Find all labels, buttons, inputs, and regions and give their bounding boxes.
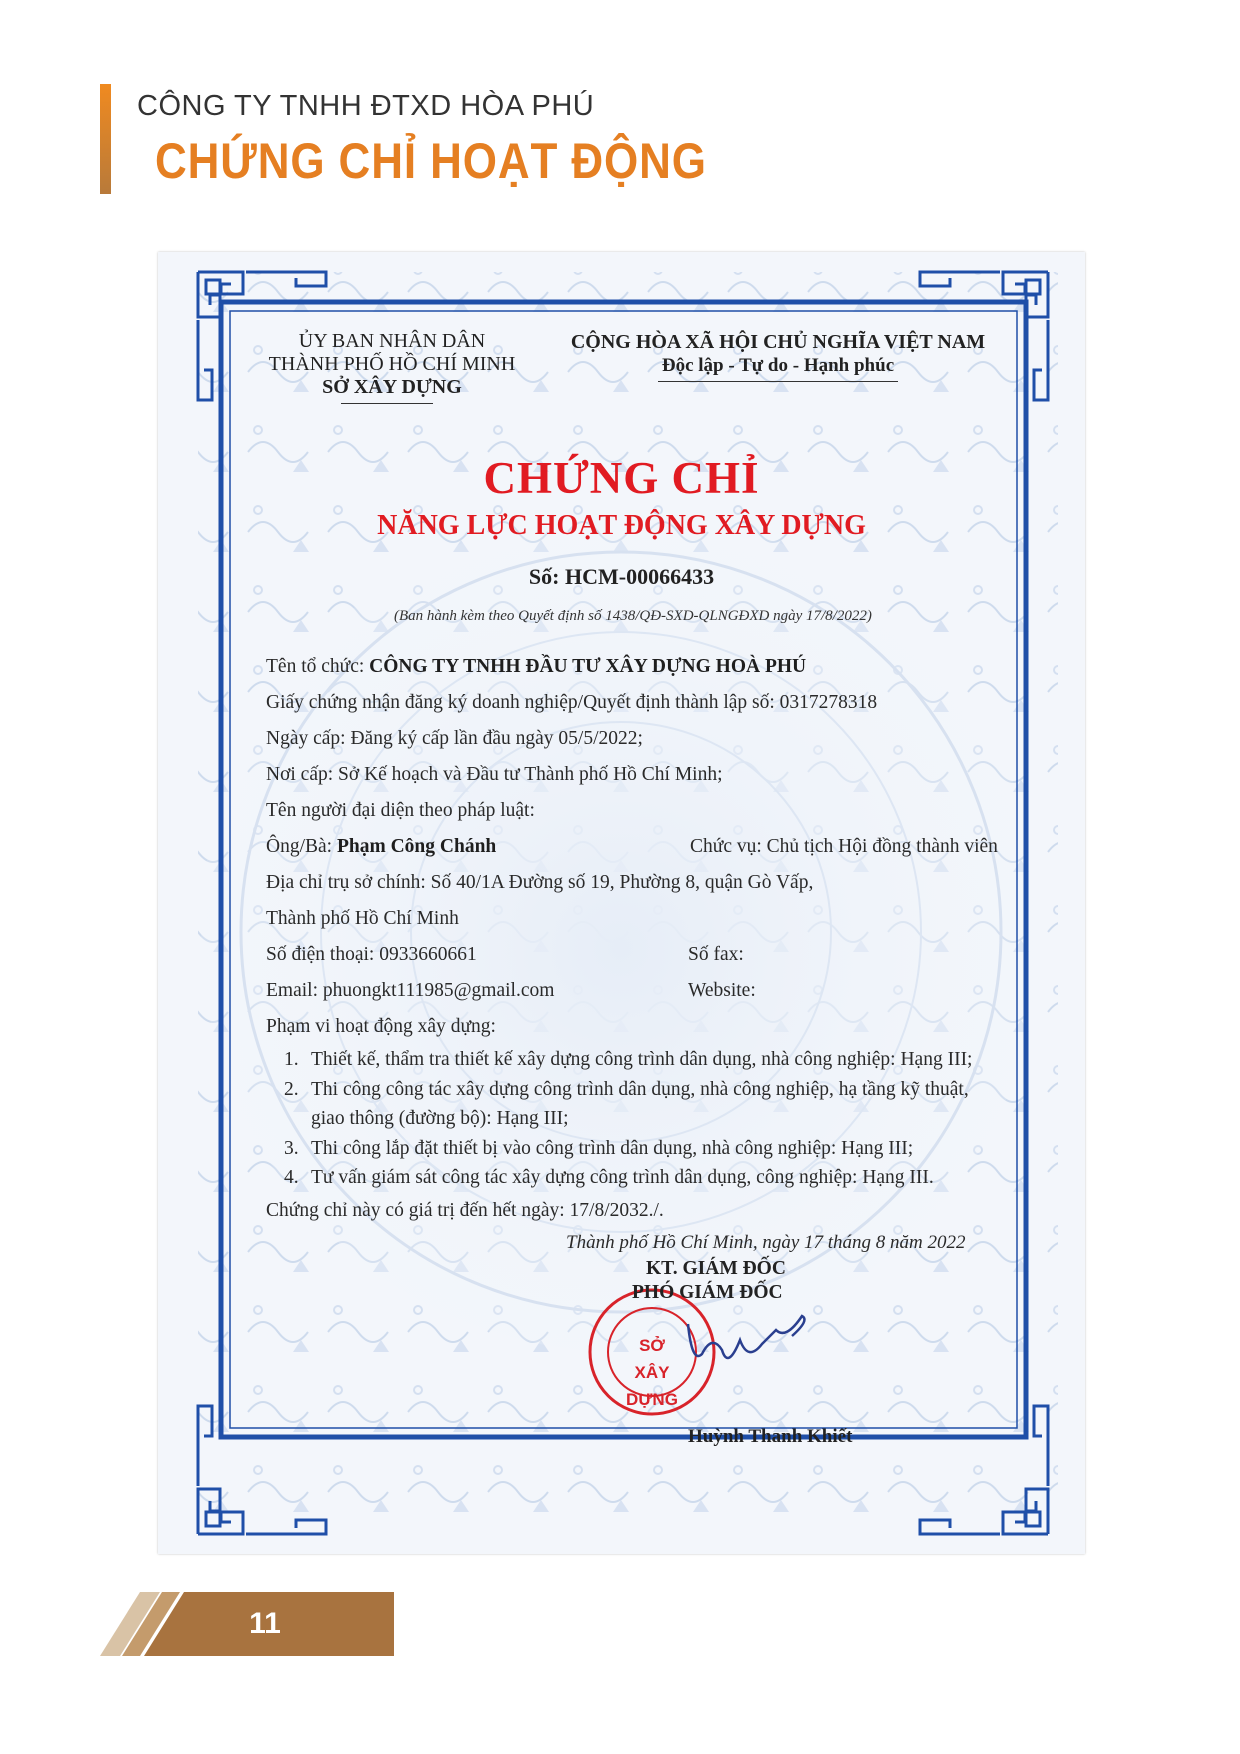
signer-title: PHÓ GIÁM ĐỐC	[632, 1282, 783, 1303]
national-title: CỘNG HÒA XÃ HỘI CHỦ NGHĨA VIỆT NAM	[570, 331, 986, 353]
scope-item-number: 2.	[284, 1079, 299, 1100]
position-line: Chức vụ: Chủ tịch Hội đồng thành viên	[690, 836, 998, 857]
scope-item-number: 1.	[284, 1049, 299, 1070]
scope-item-text: Tư vấn giám sát công tác xây dựng công trình dân dụng, công nghiệp: Hạng III.	[311, 1167, 934, 1188]
fax-line: Số fax:	[688, 944, 744, 965]
website-line: Website:	[688, 980, 756, 1001]
scope-item	[284, 1049, 972, 1071]
motto-underline	[658, 381, 898, 382]
representative-label: Tên người đại diện theo pháp luật:	[266, 800, 535, 821]
national-header	[558, 330, 998, 378]
person-name: Phạm Công Chánh	[336, 836, 497, 857]
seal-line-2: XÂY DỰNG	[626, 1363, 678, 1409]
signer-name: Huỳnh Thanh Khiết	[688, 1426, 853, 1447]
scope-item-continuation: giao thông (đường bộ): Hạng III;	[311, 1108, 569, 1129]
scope-label: Phạm vi hoạt động xây dựng:	[266, 1016, 496, 1037]
scope-item-text: Thiết kế, thẩm tra thiết kế xây dựng công trình dân dụng, nhà công nghiệp: Hạng III;	[311, 1049, 973, 1070]
email-line: Email: phuongkt111985@gmail.com	[266, 980, 555, 1001]
issuer-line-1: ỦY BAN NHÂN DÂN	[298, 330, 486, 352]
certificate-image	[158, 252, 1085, 1554]
address-line-2: Thành phố Hồ Chí Minh	[266, 908, 459, 929]
page-title: CHỨNG CHỈ HOẠT ĐỘNG	[155, 133, 707, 189]
phone-line: Số điện thoại: 0933660661	[266, 944, 477, 965]
validity-line: Chứng chỉ này có giá trị đến hết ngày: 17/8/2032./.	[266, 1200, 664, 1221]
address-line-1: Địa chỉ trụ sở chính: Số 40/1A Đường số 19, Phường 8, quận Gò Vấp,	[266, 872, 814, 893]
organization-label: Tên tổ chức:	[266, 656, 370, 677]
certificate-number: Số: HCM-00066433	[528, 564, 715, 589]
scope-item-number: 3.	[284, 1138, 299, 1159]
organization-line	[266, 656, 806, 678]
accent-bar	[100, 84, 111, 194]
issuer-underline	[341, 403, 433, 404]
signing-date: Thành phố Hồ Chí Minh, ngày 17 tháng 8 năm 2022	[566, 1232, 966, 1253]
scope-item-text: Thi công lắp đặt thiết bị vào công trình dân dụng, nhà công nghiệp: Hạng III;	[311, 1138, 914, 1159]
decree-reference: (Ban hành kèm theo Quyết định số 1438/QĐ-SXD-QLNGĐXD ngày 17/8/2022)	[394, 608, 872, 624]
scope-item-number: 4.	[284, 1167, 299, 1188]
company-name: CÔNG TY TNHH ĐTXD HÒA PHÚ	[137, 90, 595, 122]
representative-line	[266, 836, 496, 858]
issuer-header	[242, 330, 542, 399]
official-seal	[614, 1332, 690, 1413]
certificate-title: CHỨNG CHỈ	[483, 453, 760, 503]
scope-item	[284, 1138, 913, 1160]
seal-line-1: SỞ	[639, 1336, 665, 1355]
person-label: Ông/Bà:	[266, 836, 337, 857]
issue-date-line: Ngày cấp: Đăng ký cấp lần đầu ngày 05/5/2022;	[266, 728, 643, 749]
scope-item	[284, 1079, 969, 1101]
scope-item	[284, 1167, 934, 1189]
certificate-subtitle: NĂNG LỰC HOẠT ĐỘNG XÂY DỰNG	[377, 510, 866, 541]
organization-name: CÔNG TY TNHH ĐẦU TƯ XÂY DỰNG HOÀ PHÚ	[369, 656, 807, 677]
issuer-line-3: SỞ XÂY DỰNG	[322, 376, 462, 398]
issue-place-line: Nơi cấp: Sở Kế hoạch và Đầu tư Thành phố Hồ Chí Minh;	[266, 764, 723, 785]
page-number: 11	[249, 1607, 281, 1640]
signing-authority: KT. GIÁM ĐỐC	[646, 1258, 786, 1279]
national-motto: Độc lập - Tự do - Hạnh phúc	[661, 355, 895, 376]
scope-item-text: Thi công công tác xây dựng công trình dân dụng, nhà công nghiệp, hạ tầng kỹ thuật,	[311, 1079, 969, 1100]
issuer-line-2: THÀNH PHỐ HỒ CHÍ MINH	[268, 353, 516, 375]
registration-line: Giấy chứng nhận đăng ký doanh nghiệp/Quyết định thành lập số: 0317278318	[266, 692, 878, 713]
